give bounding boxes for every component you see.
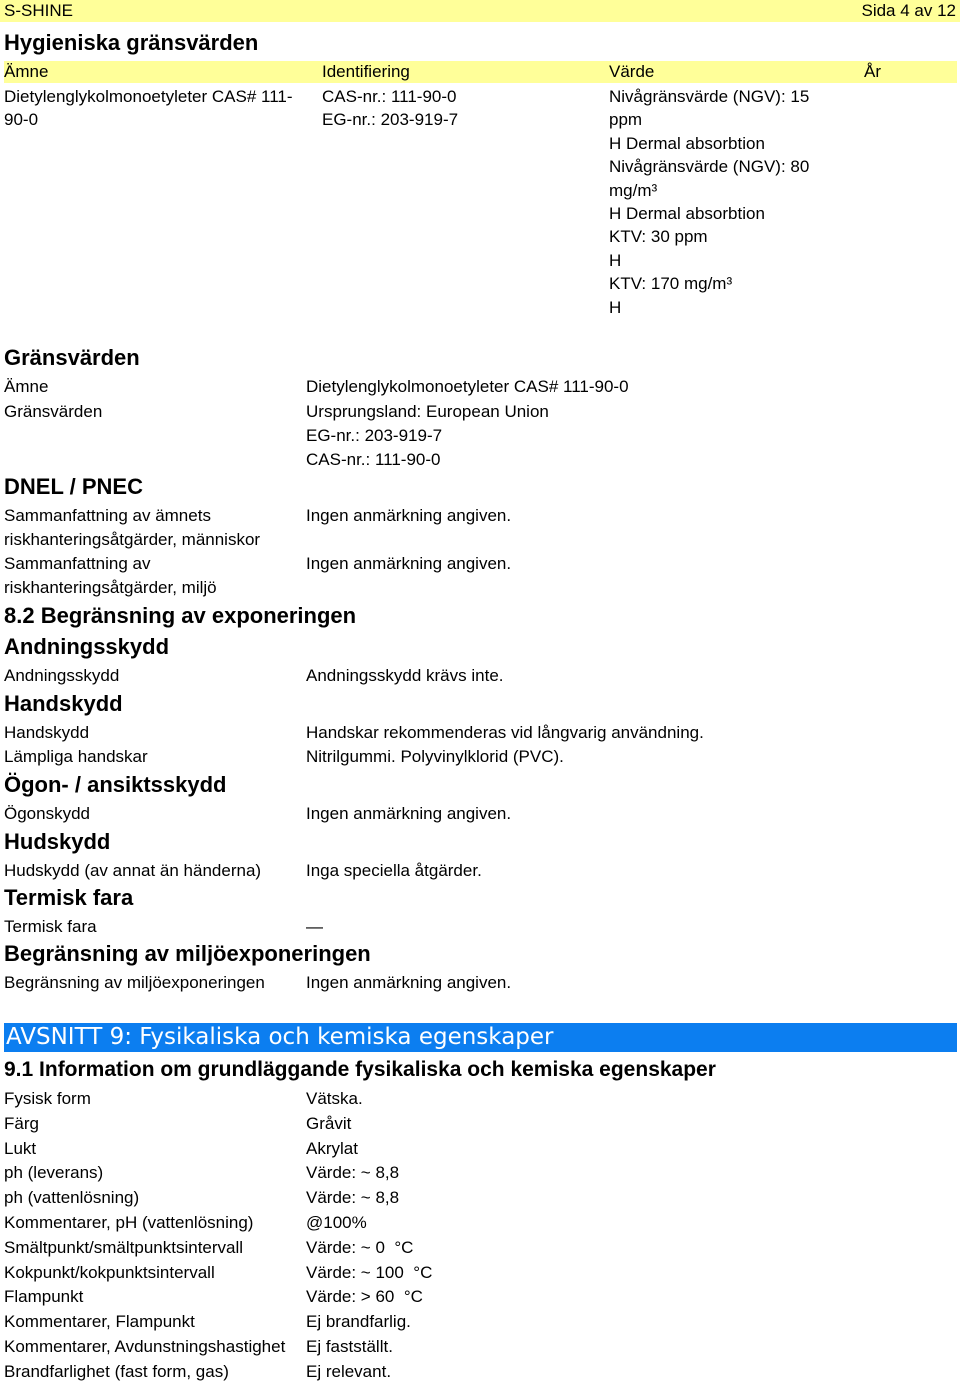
hand-title: Handskydd [4, 691, 123, 716]
dnel-row1-label-2: riskhanteringsåtgärder, människor [4, 530, 261, 549]
col-identification: Identifiering [322, 62, 410, 81]
eye-label: Ögonskydd [4, 804, 90, 823]
hygiene-values [609, 85, 809, 319]
limits-substance-value: Dietylenglykolmonoetyleter CAS# 111-90-0 [306, 377, 629, 396]
property-value: @100% [306, 1212, 367, 1232]
dnel-row2-label-2: riskhanteringsåtgärder, miljö [4, 578, 217, 597]
thermal-title: Termisk fara [4, 885, 134, 910]
limits-title: Gränsvärden [4, 345, 140, 370]
dnel-row1-value: Ingen anmärkning angiven. [306, 506, 512, 525]
property-value: Ej brandfarlig. [306, 1312, 411, 1332]
dnel-row2-label-1: Sammanfattning av [4, 554, 151, 573]
env-value: Ingen anmärkning angiven. [306, 973, 512, 992]
hygiene-value-line: Nivågränsvärde (NGV): 15 [609, 87, 810, 106]
hygiene-value-line: mg/m³ [609, 180, 658, 200]
property-row [4, 1335, 944, 1360]
exposure-title: 8.2 Begränsning av exponeringen [4, 603, 357, 628]
limits-line: CAS-nr.: 111-90-0 [306, 450, 441, 469]
skin-title: Hudskydd [4, 829, 111, 854]
property-label: Fysisk form [4, 1089, 91, 1108]
hygiene-value-line: Nivågränsvärde (NGV): 80 [609, 157, 810, 177]
hygiene-title: Hygieniska gränsvärden [4, 30, 259, 55]
hygiene-id-1: CAS-nr.: 111-90-0 [322, 87, 457, 106]
thermal-label: Termisk fara [4, 917, 97, 936]
gloves-label: Lämpliga handskar [4, 747, 148, 766]
hand-label: Handskydd [4, 723, 90, 742]
property-label: Kokpunkt/kokpunktsintervall [4, 1262, 215, 1282]
dnel-row2-value: Ingen anmärkning angiven. [306, 554, 512, 573]
resp-value: Andningsskydd krävs inte. [306, 666, 504, 685]
hygiene-value-line: H Dermal absorbtion [609, 203, 765, 223]
col-substance: Ämne [4, 62, 49, 81]
property-label: Kommentarer, Flampunkt [4, 1312, 195, 1332]
property-row [4, 1360, 944, 1385]
property-label: Kommentarer, Avdunstningshastighet [4, 1336, 286, 1356]
skin-label: Hudskydd (av annat än händerna) [4, 861, 262, 880]
property-row [4, 1261, 944, 1286]
hygiene-substance-2: 90-0 [4, 110, 39, 129]
properties-table [4, 1087, 944, 1385]
limits-label: Gränsvärden [4, 402, 103, 421]
dnel-row1-label-1: Sammanfattning av ämnets [4, 506, 211, 525]
company-name: S-SHINE [4, 1, 73, 20]
hygiene-value-line: ppm [609, 110, 643, 130]
hygiene-value-line: H [609, 297, 622, 317]
property-value: Vätska. [306, 1089, 363, 1108]
limits-substance-label: Ämne [4, 377, 49, 396]
property-value: Värde: ~ 8,8 [306, 1188, 400, 1208]
property-label: ph (vattenlösning) [4, 1188, 140, 1208]
property-row [4, 1285, 944, 1310]
property-value: Ej fastställt. [306, 1336, 393, 1356]
property-value: Gråvit [306, 1113, 352, 1133]
resp-label: Andningsskydd [4, 666, 120, 685]
gloves-value: Nitrilgummi. Polyvinylklorid (PVC). [306, 747, 564, 766]
property-row [4, 1087, 944, 1112]
property-row [4, 1310, 944, 1335]
property-value: Värde: > 60 °C [306, 1287, 423, 1307]
section-9-subtitle: 9.1 Information om grundläggande fysikaliska och kemiska egenskaper [4, 1058, 716, 1081]
limits-values [306, 400, 549, 472]
skin-value: Inga speciella åtgärder. [306, 861, 482, 880]
dnel-title: DNEL / PNEC [4, 474, 143, 499]
hygiene-substance-1: Dietylenglykolmonoetyleter CAS# 111- [4, 87, 293, 106]
env-label: Begränsning av miljöexponeringen [4, 973, 265, 992]
property-row [4, 1211, 944, 1236]
property-row [4, 1161, 944, 1186]
property-value: Värde: ~ 100 °C [306, 1262, 433, 1282]
property-row [4, 1186, 944, 1211]
property-value: Ej relevant. [306, 1361, 392, 1381]
hygiene-table-header [4, 61, 957, 83]
col-year: År [864, 62, 881, 81]
property-row [4, 1137, 944, 1162]
property-value: Värde: ~ 0 °C [306, 1237, 414, 1257]
section-9-banner: AVSNITT 9: Fysikaliska och kemiska egenskaper [4, 1023, 957, 1052]
env-title: Begränsning av miljöexponeringen [4, 941, 371, 966]
page-number: Sida 4 av 12 [861, 1, 956, 20]
hygiene-value-line: H [609, 250, 622, 270]
property-label: Flampunkt [4, 1287, 84, 1307]
hygiene-value-line: H Dermal absorbtion [609, 133, 765, 153]
hygiene-value-line: KTV: 170 mg/m³ [609, 274, 733, 294]
limits-line: EG-nr.: 203-919-7 [306, 426, 443, 445]
property-label: Kommentarer, pH (vattenlösning) [4, 1212, 254, 1232]
property-value: Värde: ~ 8,8 [306, 1163, 400, 1183]
page-header-bar [0, 0, 960, 22]
limits-line: Ursprungsland: European Union [306, 402, 549, 421]
property-row [4, 1236, 944, 1261]
property-label: Brandfarlighet (fast form, gas) [4, 1361, 229, 1381]
property-label: Smältpunkt/smältpunktsintervall [4, 1237, 244, 1257]
hand-value: Handskar rekommenderas vid långvarig användning. [306, 723, 704, 742]
col-value: Värde [609, 62, 655, 81]
property-value: Akrylat [306, 1138, 358, 1158]
property-label: Lukt [4, 1138, 37, 1158]
property-label: Färg [4, 1113, 39, 1133]
hygiene-value-line: KTV: 30 ppm [609, 227, 708, 247]
resp-title: Andningsskydd [4, 634, 170, 659]
eye-title: Ögon- / ansiktsskydd [4, 772, 227, 797]
hygiene-id-2: EG-nr.: 203-919-7 [322, 110, 459, 129]
property-label: ph (leverans) [4, 1163, 104, 1183]
thermal-value: — [306, 917, 323, 936]
property-row [4, 1112, 944, 1137]
eye-value: Ingen anmärkning angiven. [306, 804, 512, 823]
